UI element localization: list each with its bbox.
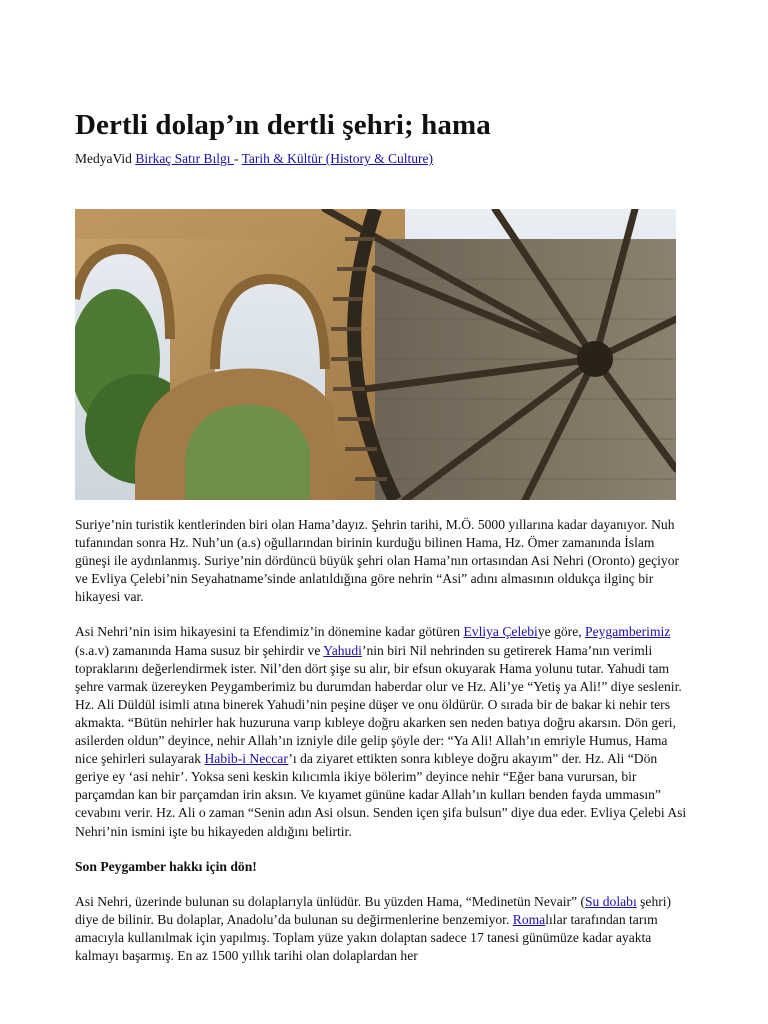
link-evliya-celebi[interactable]: Evliya Çelebi (463, 624, 538, 640)
article-meta (75, 151, 433, 167)
text-span: ’ı da ziyaret ettikten sonra kıbleye doğru akayım” der. Hz. Ali “Dön geriye ey ‘asi nehir’. Yoksa seni keskin kılıcımla ikiye bölerim” deyince nehir “Eğer bana vurursan, bir parçamdan kan bir parçamdan irin aksın. Ve kıyamet gününe kadar Allah’ın kulları benden fayda ummasın” cevabını verir. Hz. Ali o zaman “Senin adın Asi olsun. Senden içen şifa bulsun” diye dua eder. Evliya Çelebi Asi Nehri’nin ismini işte bu hikayeden aldığını belirtir. (75, 751, 687, 839)
category-separator: - (233, 151, 242, 166)
article-body (75, 516, 693, 982)
category-link-1[interactable]: Birkaç Satır Bılgı (135, 151, 234, 166)
paragraph-2 (75, 623, 693, 840)
link-roma[interactable]: Roma (512, 911, 546, 927)
section-subheading: Son Peygamber hakkı için dön! (75, 858, 257, 874)
paragraph-3 (75, 893, 693, 965)
text-span: (s.a.v) zamanında Hama susuz bir şehirdir ve (75, 642, 324, 658)
text-span: Asi Nehri’nin isim hikayesini ta Efendimiz’in dönemine kadar götüren (75, 624, 464, 640)
text-span: ’nin biri Nil nehrinden su getirerek Hama’nın verimli topraklarını değerlendirmek ister. Nil’den dört şişe su alır, bir efsun okuyarak Hama yolunu tutar. Yahudi tam şehre varmak üzereyken Peygamberimiz bu durumdan haberdar olur ve Hz. Ali’ye “Yetiş ya Ali!” diye seslenir. Hz. Ali Düldül isimli atına binerek Yahudi’nin peşine düşer ve onu öldürür. O sırada bir de bakar ki nehir ters akmakta. “Bütün nehirler hak huzuruna varıp kıbleye doğru akarken sen neden batıya doğru akarsın. Dön geri, asilerden oldun” deyince, nehir Allah’ın izniyle dile gelip şöyle der: “Ya Ali! Allah’ın emriyle Humus, Hama nice şehirleri sulayarak (75, 642, 682, 767)
paragraph-1: Suriye’nin turistik kentlerinden biri olan Hama’dayız. Şehrin tarihi, M.Ö. 5000 yıllarına kadar dayanıyor. Nuh tufanından sonra Hz. Nuh’un (a.s) oğullarından birinin kurduğu bilinen Hama, Hz. Ömer zamanında İslam güneşi ile aydınlanmış. Suriye’nin dördüncü büyük şehri olan Hama’nın ortasından Asi Nehri (Oronto) geçiyor ve Evliya Çelebi’nin Seyahatname’sinde anlatıldığına göre nehrin “Asi” adını almasının oldukça ilginç bir hikayesi var. (75, 517, 680, 605)
category-link-2[interactable]: Tarih & Kültür (History & Culture) (241, 151, 433, 166)
link-habib-i-neccar[interactable]: Habib-i Neccar (204, 751, 289, 767)
text-span: şehri) diye de bilinir. Bu dolaplar, Anadolu’da bulunan su değirmenlerine benzemiyor. (75, 893, 672, 927)
text-span: ye göre, (537, 624, 586, 640)
link-peygamberimiz[interactable]: Peygamberimiz (585, 624, 671, 640)
water-wheel-photo (75, 209, 676, 500)
link-yahudi[interactable]: Yahudi (323, 642, 362, 658)
source-name: MedyaVid (75, 151, 132, 166)
link-su-dolabi[interactable]: Su dolabı (585, 893, 637, 909)
article-title: Dertli dolap’ın dertli şehri; hama (75, 109, 491, 141)
text-span: Asi Nehri, üzerinde bulunan su dolaplarıyla ünlüdür. Bu yüzden Hama, “Medinetün Nevair” ( (75, 893, 585, 909)
text-span: lılar tarafından tarım amacıyla kullanılmak için yapılmış. Toplam yüze yakın dolaptan sadece 17 tanesi günümüze kadar ayakta kalmayı başarmış. En az 1500 yıllık tarihi olan dolaplardan her (75, 911, 658, 963)
noria-illustration (75, 209, 676, 500)
